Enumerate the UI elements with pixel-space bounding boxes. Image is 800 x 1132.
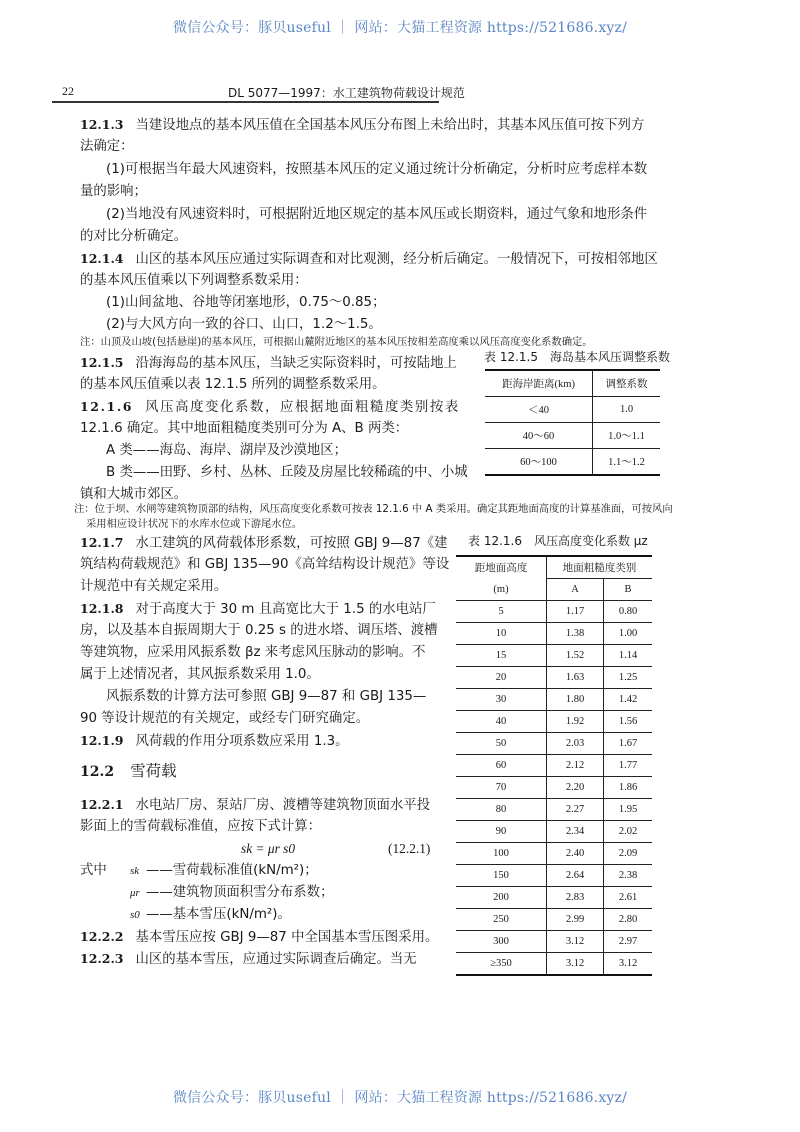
- table-row: [456, 931, 652, 953]
- clause-12-1-7: [80, 532, 448, 555]
- class-a-cell: 1.52: [547, 645, 604, 667]
- formula-number: (12.2.1): [388, 841, 431, 856]
- text-line: 计规范中有关规定采用。: [80, 579, 228, 594]
- clause-number: 12.1.7: [80, 535, 124, 550]
- cell: 40～60: [485, 423, 593, 449]
- text-line: 等建筑物，应采用风振系数 βz 来考虑风压脉动的影响。不: [80, 645, 426, 660]
- symbol: s0: [130, 909, 140, 921]
- table-12-1-5: [485, 369, 660, 476]
- table-row: [456, 689, 652, 711]
- definition: ——建筑物顶面积雪分布系数；: [146, 885, 334, 900]
- height-cell: 10: [456, 623, 547, 645]
- definition: ——基本雪压(kN/m²)。: [146, 907, 291, 922]
- class-b-cell: 2.80: [604, 909, 653, 931]
- clause-number: 12.1.8: [80, 601, 124, 616]
- section-number: 12.2: [80, 764, 115, 780]
- header-rule: [52, 101, 439, 103]
- cell: 60～100: [485, 449, 593, 476]
- table-row: [456, 755, 652, 777]
- text-line: A 类——海岛、海岸、湖岸及沙漠地区；: [106, 443, 348, 458]
- table-row: [485, 423, 660, 449]
- watermark-bottom: 微信公众号：豚贝useful ｜ 网站：大猫工程资源 https://521686.xyz/: [172, 1090, 628, 1106]
- clause-number: 12.1.9: [80, 733, 124, 748]
- clause-number: 12.1.4: [80, 251, 124, 266]
- text-line: 法确定：: [80, 139, 134, 154]
- table-row: [456, 645, 652, 667]
- text-line: 的基本风压值乘以下列调整系数采用：: [80, 273, 308, 288]
- cell: 1.0: [593, 397, 661, 423]
- header-cell: A: [547, 579, 604, 601]
- clause-12-1-5: [80, 352, 457, 375]
- text: 山区的基本风压应通过实际调查和对比观测，经分析后确定。一般情况下，可按相邻地区: [135, 252, 658, 267]
- height-cell: 150: [456, 865, 547, 887]
- table-row: [456, 887, 652, 909]
- text: 水电站厂房、泵站厂房、渡槽等建筑物顶面水平投: [135, 798, 431, 813]
- text-line: B 类——田野、乡村、丛林、丘陵及房屋比较稀疏的中、小城: [106, 465, 468, 480]
- height-cell: 90: [456, 821, 547, 843]
- class-a-cell: 2.20: [547, 777, 604, 799]
- class-b-cell: 1.86: [604, 777, 653, 799]
- text-line: 量的影响；: [80, 184, 147, 199]
- text: 山区的基本雪压，应通过实际调查后确定。当无: [135, 952, 417, 967]
- cell: 1.1～1.2: [593, 449, 661, 476]
- text-line: 的对比分析确定。: [80, 229, 188, 244]
- table-row: [456, 711, 652, 733]
- clause-number: 12.2.1: [80, 797, 124, 812]
- height-cell: 20: [456, 667, 547, 689]
- text-line: (1)可根据当年最大风速资料，按照基本风压的定义通过统计分析确定，分析时应考虑样本数: [106, 162, 648, 177]
- text-line: 属于上述情况者，其风振系数采用 1.0。: [80, 667, 320, 682]
- class-b-cell: 2.97: [604, 931, 653, 953]
- height-cell: 5: [456, 601, 547, 623]
- class-a-cell: 2.40: [547, 843, 604, 865]
- text: 对于高度大于 30 m 且高宽比大于 1.5 的水电站厂: [135, 602, 436, 617]
- class-b-cell: 2.38: [604, 865, 653, 887]
- cell: 1.0～1.1: [593, 423, 661, 449]
- height-cell: 15: [456, 645, 547, 667]
- section-heading-12-2: [80, 759, 177, 781]
- class-a-cell: 1.38: [547, 623, 604, 645]
- class-b-cell: 1.25: [604, 667, 653, 689]
- clause-number: 12.2.2: [80, 929, 124, 944]
- symbol: μr: [130, 887, 140, 899]
- text: 风压高度变化系数，应根据地面粗糙度类别按表: [145, 400, 460, 415]
- height-cell: 50: [456, 733, 547, 755]
- class-a-cell: 2.83: [547, 887, 604, 909]
- table-row: [456, 821, 652, 843]
- note: 注：位于坝、水闸等建筑物顶部的结构，风压高度变化系数可按表 12.1.6 中 A 类采用。确定其距地面高度的计算基准面，可按风向: [74, 503, 673, 515]
- text-line: 房，以及基本自振周期大于 0.25 s 的进水塔、调压塔、渡槽: [80, 623, 438, 638]
- clause-12-1-9: [80, 730, 349, 753]
- page-number: 22: [62, 84, 74, 98]
- text-line: 风振系数的计算方法可参照 GBJ 9—87 和 GBJ 135—: [106, 689, 427, 704]
- class-a-cell: 1.17: [547, 601, 604, 623]
- table-row: [485, 397, 660, 423]
- class-b-cell: 1.14: [604, 645, 653, 667]
- height-cell: 300: [456, 931, 547, 953]
- header-cell: 地面粗糙度类别: [547, 556, 653, 579]
- symbol: sk: [130, 865, 140, 877]
- cell: ＜40: [485, 397, 593, 423]
- class-a-cell: 3.12: [547, 953, 604, 976]
- class-a-cell: 1.63: [547, 667, 604, 689]
- clause-number: 12.1.3: [80, 117, 124, 132]
- table-12-1-5-caption: 表 12.1.5 海岛基本风压调整系数: [484, 350, 670, 364]
- text-line: (1)山间盆地、谷地等闭塞地形，0.75～0.85；: [106, 295, 386, 310]
- text-line: 12.1.6 确定。其中地面粗糙度类别可分为 A、B 两类：: [80, 421, 409, 436]
- height-cell: 200: [456, 887, 547, 909]
- table-row: [456, 777, 652, 799]
- text-line: 的基本风压值乘以表 12.1.5 所列的调整系数采用。: [80, 377, 386, 392]
- table-row: [456, 799, 652, 821]
- table-header-row: [485, 370, 660, 397]
- text-line: 镇和大城市郊区。: [80, 487, 188, 502]
- definition: ——雪荷载标准值(kN/m²)；: [146, 863, 318, 878]
- clause-number: 12.1.6: [80, 399, 134, 414]
- text-line: 影面上的雪荷载标准值，应按下式计算：: [80, 819, 322, 834]
- clause-number: 12.2.3: [80, 951, 124, 966]
- height-cell: 40: [456, 711, 547, 733]
- header-cell: 距海岸距离(km): [485, 370, 593, 397]
- where-label: 式中: [80, 863, 107, 878]
- class-a-cell: 2.03: [547, 733, 604, 755]
- header-cell: (m): [456, 579, 547, 601]
- table-row: [456, 865, 652, 887]
- height-cell: 80: [456, 799, 547, 821]
- text: 水工建筑的风荷载体形系数，可按照 GBJ 9—87《建: [135, 536, 448, 551]
- class-b-cell: 1.77: [604, 755, 653, 777]
- note: 采用相应设计状况下的水库水位或下游尾水位。: [86, 518, 303, 530]
- watermark-top: 微信公众号：豚贝useful ｜ 网站：大猫工程资源 https://521686.xyz/: [172, 20, 628, 36]
- table-row: [456, 953, 652, 976]
- page-header: [52, 82, 465, 102]
- class-b-cell: 1.42: [604, 689, 653, 711]
- text-line: 筑结构荷载规范》和 GBJ 135—90《高耸结构设计规范》等设: [80, 557, 450, 572]
- section-title: 雪荷载: [130, 762, 177, 780]
- clause-12-1-3: [80, 114, 644, 137]
- clause-12-1-4: [80, 248, 658, 271]
- header-cell: 距地面高度: [456, 556, 547, 579]
- table-row: [456, 733, 652, 755]
- class-b-cell: 2.02: [604, 821, 653, 843]
- class-b-cell: 1.67: [604, 733, 653, 755]
- text: 基本雪压应按 GBJ 9—87 中全国基本雪压图采用。: [135, 930, 439, 945]
- class-a-cell: 2.64: [547, 865, 604, 887]
- text-line: (2)与大风方向一致的谷口、山口，1.2～1.5。: [106, 317, 382, 332]
- height-cell: 60: [456, 755, 547, 777]
- text-line: (2)当地没有风速资料时，可根据附近地区规定的基本风压或长期资料，通过气象和地形条件: [106, 207, 648, 222]
- class-b-cell: 3.12: [604, 953, 653, 976]
- table-12-1-6-caption: 表 12.1.6 风压高度变化系数 μz: [468, 534, 648, 548]
- text: 风荷载的作用分项系数应采用 1.3。: [135, 734, 349, 749]
- height-cell: 250: [456, 909, 547, 931]
- clause-12-1-8: [80, 598, 436, 621]
- height-cell: 30: [456, 689, 547, 711]
- class-a-cell: 3.12: [547, 931, 604, 953]
- class-a-cell: 1.80: [547, 689, 604, 711]
- table-body: [456, 601, 652, 976]
- clause-12-2-2: [80, 926, 438, 949]
- text: 当建设地点的基本风压值在全国基本风压分布图上未给出时，其基本风压值可按下列方: [135, 118, 645, 133]
- clause-number: 12.1.5: [80, 355, 124, 370]
- running-title: DL 5077—1997：水工建筑物荷载设计规范: [228, 86, 465, 100]
- table-row: [456, 623, 652, 645]
- height-cell: 100: [456, 843, 547, 865]
- class-a-cell: 2.34: [547, 821, 604, 843]
- class-a-cell: 2.99: [547, 909, 604, 931]
- text: 沿海海岛的基本风压，当缺乏实际资料时，可按陆地上: [135, 356, 457, 371]
- table-row: [456, 667, 652, 689]
- height-cell: 70: [456, 777, 547, 799]
- header-cell: 调整系数: [593, 370, 661, 397]
- text-line: 90 等设计规范的有关规定，或经专门研究确定。: [80, 711, 370, 726]
- table-header-row: [456, 556, 652, 579]
- class-b-cell: 2.61: [604, 887, 653, 909]
- clause-12-2-3: [80, 948, 417, 971]
- note: 注：山顶及山坡(包括悬崖)的基本风压，可根据山麓附近地区的基本风压按相差高度乘以风压高度变化系数确定。: [80, 336, 593, 348]
- class-b-cell: 1.95: [604, 799, 653, 821]
- class-b-cell: 2.09: [604, 843, 653, 865]
- class-a-cell: 1.92: [547, 711, 604, 733]
- clause-12-1-6: [80, 396, 460, 419]
- formula: sk = μr s0: [241, 841, 296, 856]
- class-b-cell: 1.56: [604, 711, 653, 733]
- table-12-1-6: [456, 555, 652, 976]
- header-cell: B: [604, 579, 653, 601]
- table-row: [456, 909, 652, 931]
- class-a-cell: 2.12: [547, 755, 604, 777]
- table-row: [456, 601, 652, 623]
- clause-12-2-1: [80, 794, 430, 817]
- height-cell: ≥350: [456, 953, 547, 976]
- class-b-cell: 1.00: [604, 623, 653, 645]
- class-a-cell: 2.27: [547, 799, 604, 821]
- table-header-row: [456, 579, 652, 601]
- table-row: [456, 843, 652, 865]
- class-b-cell: 0.80: [604, 601, 653, 623]
- table-row: [485, 449, 660, 476]
